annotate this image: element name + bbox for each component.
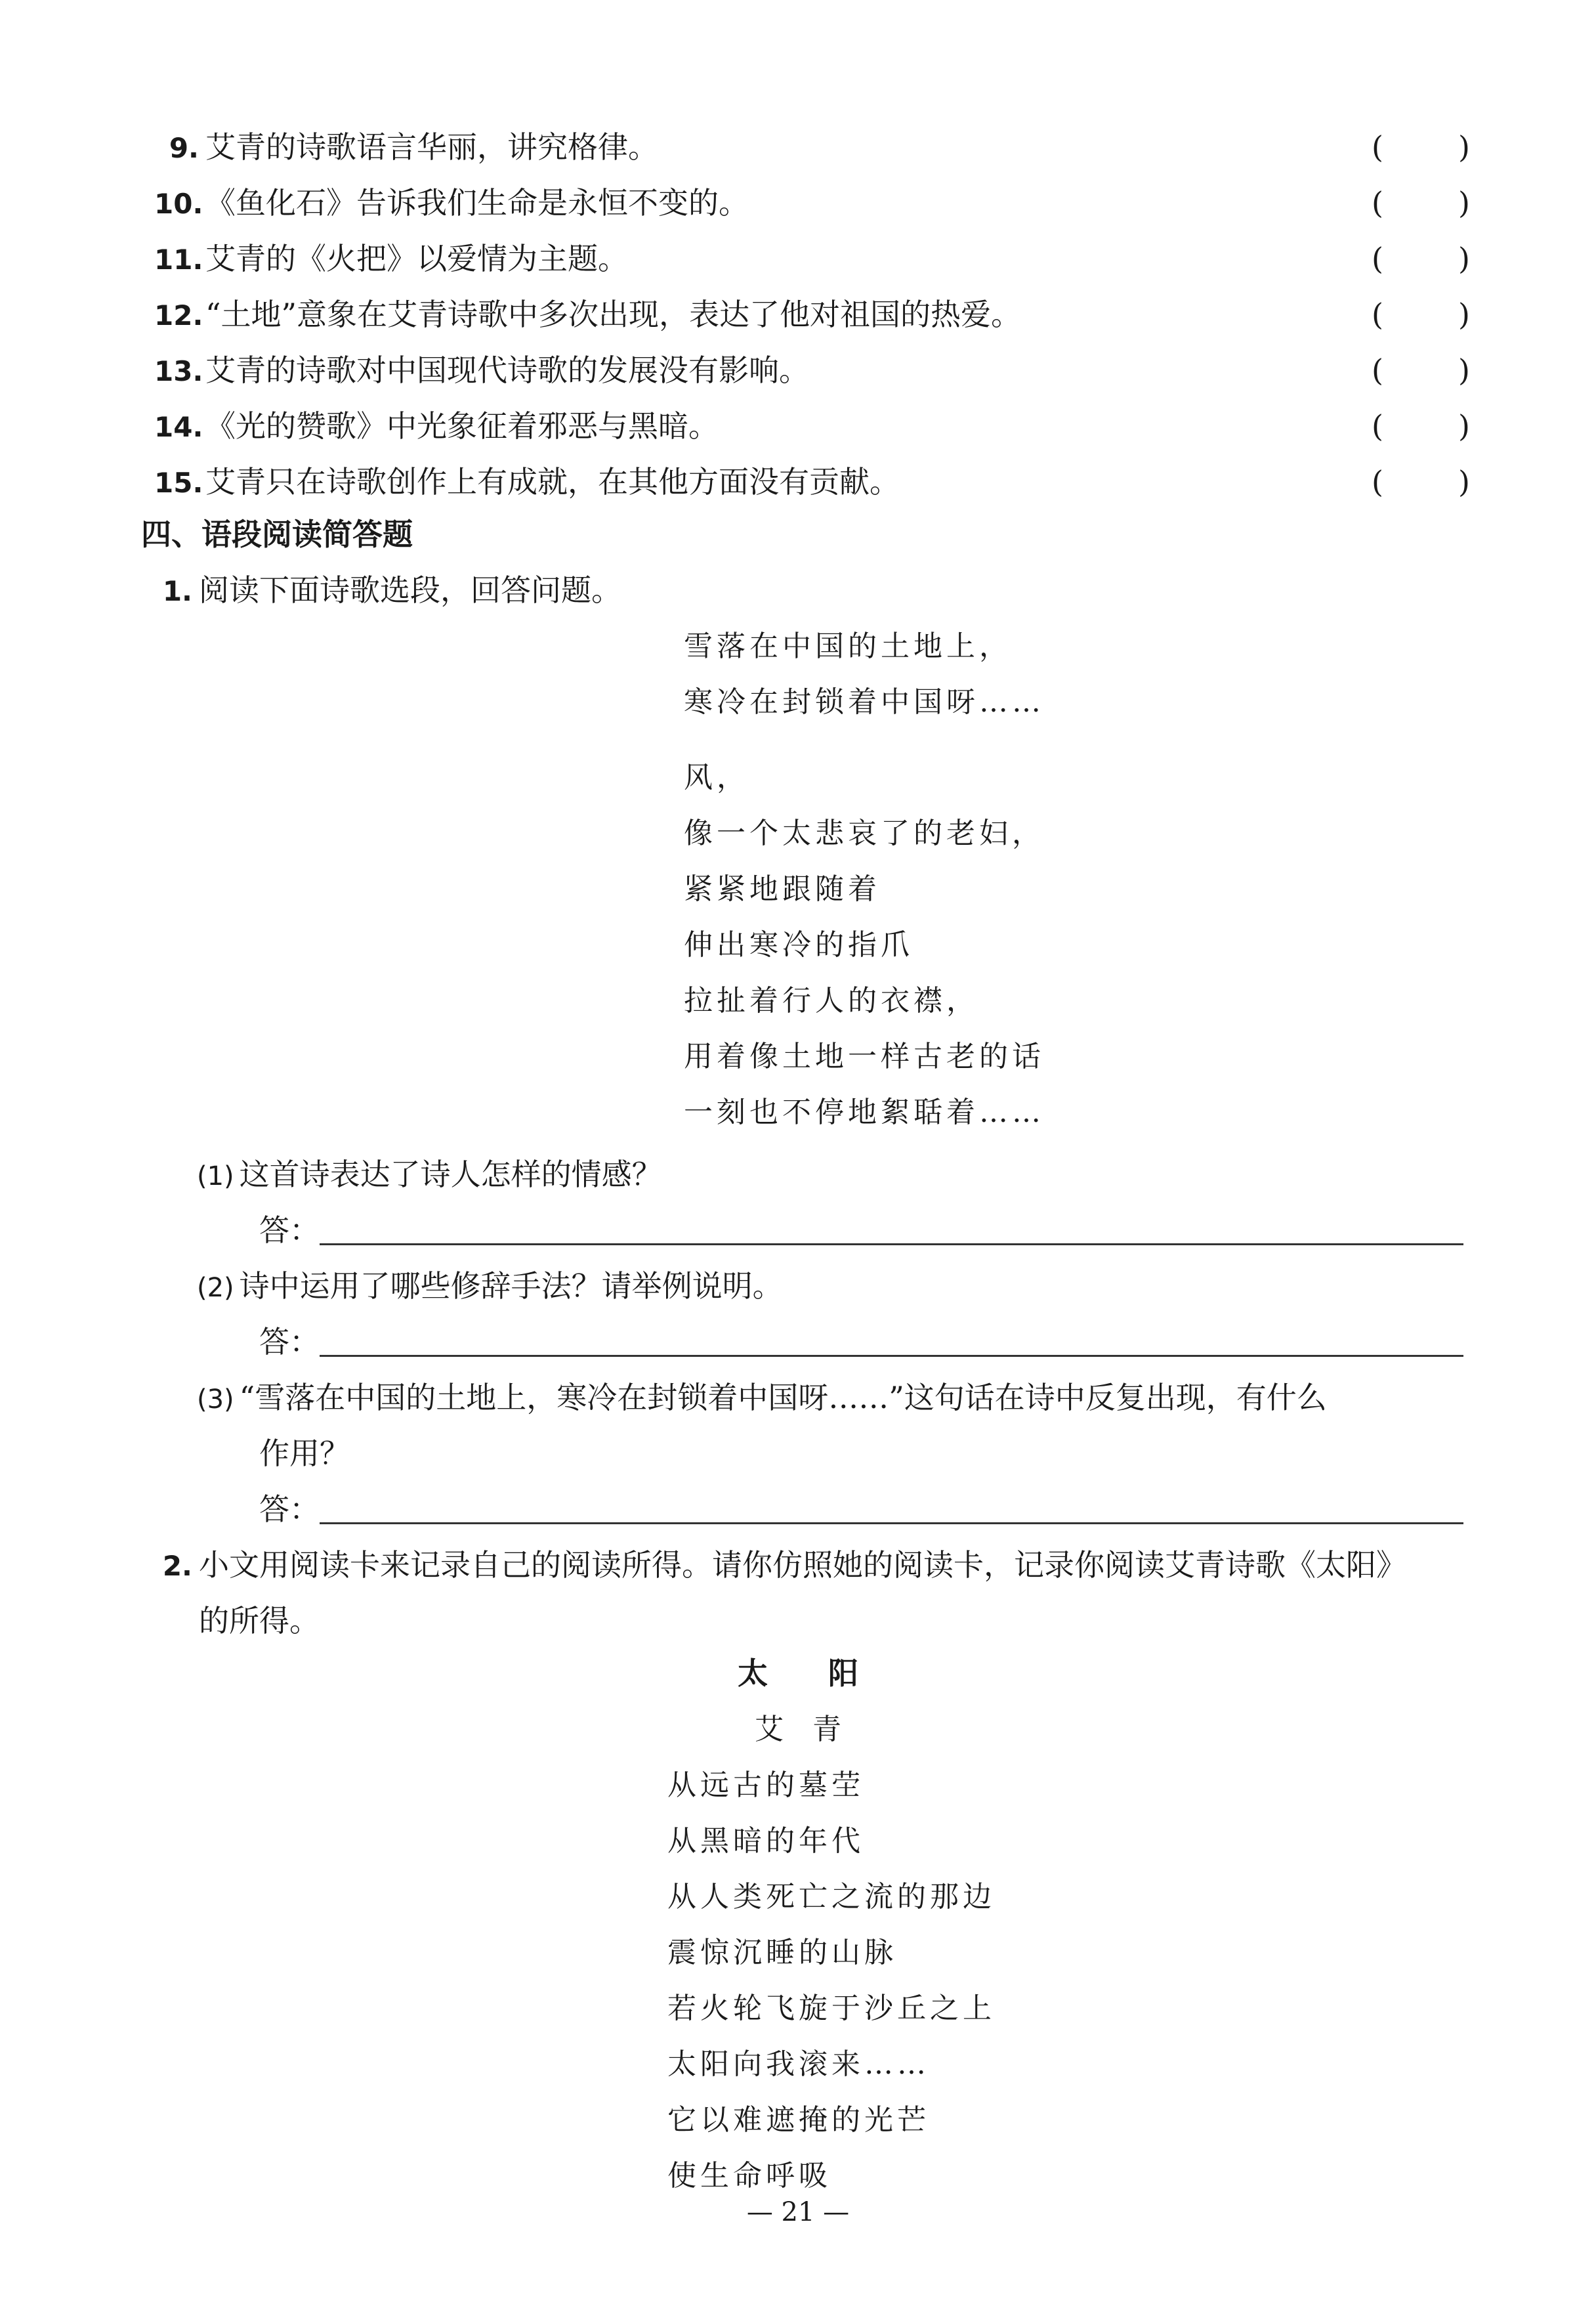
item-number: 9.	[169, 132, 199, 164]
poem-line: 紧紧地跟随着	[684, 872, 881, 906]
answer-parentheses[interactable]	[1372, 287, 1470, 343]
item-text: 艾青的《火把》以爱情为主题。	[205, 241, 628, 276]
answer-line[interactable]	[320, 1314, 1463, 1357]
sub-question-3-continued: 作用？	[259, 1436, 350, 1471]
poem-line: 伸出寒冷的指爪	[684, 928, 914, 962]
paren-close: )	[1458, 464, 1470, 500]
poem-line: 寒冷在封锁着中国呀……	[684, 685, 1045, 719]
paren-open: (	[1372, 185, 1383, 221]
answer-field-3[interactable]	[259, 1482, 1463, 1537]
poem-line: 若火轮飞旋于沙丘之上	[667, 1992, 996, 2025]
question-1-prompt	[154, 563, 621, 619]
question-number: 1.	[162, 575, 192, 607]
paren-close: )	[1458, 241, 1470, 276]
sub-question-text: 这首诗表达了诗人怎样的情感？	[239, 1157, 662, 1192]
sub-question-text: 诗中运用了哪些修辞手法？请举例说明。	[239, 1268, 783, 1304]
poem-line: 震惊沉睡的山脉	[667, 1936, 897, 1969]
poem-sun	[667, 1757, 996, 2204]
item-number: 10.	[154, 188, 203, 220]
answer-parentheses[interactable]	[1372, 398, 1470, 454]
answer-label: 答：	[259, 1491, 320, 1527]
sub-question-2	[197, 1258, 783, 1316]
tf-item-10	[154, 175, 1470, 231]
poem-line: 使生命呼吸	[667, 2159, 831, 2192]
poem-author: 艾 青	[755, 1713, 841, 1746]
paren-open: (	[1372, 353, 1383, 388]
paren-close: )	[1458, 185, 1470, 221]
item-number: 12.	[154, 299, 203, 332]
paren-close: )	[1458, 353, 1470, 388]
tf-item-11	[154, 231, 1470, 287]
poem-line: 雪落在中国的土地上，	[684, 630, 1012, 663]
answer-label: 答：	[259, 1212, 320, 1248]
question-2-prompt	[154, 1537, 1406, 1594]
paren-open: (	[1372, 129, 1383, 165]
item-text: “土地”意象在艾青诗歌中多次出现，表达了他对祖国的热爱。	[205, 297, 1022, 332]
sub-question-number: (3)	[197, 1384, 234, 1415]
tf-item-9	[154, 119, 1470, 175]
answer-field-1[interactable]	[259, 1203, 1463, 1258]
item-number: 14.	[154, 411, 203, 443]
item-number: 13.	[154, 355, 203, 387]
answer-parentheses[interactable]	[1372, 454, 1470, 510]
section-heading: 四、语段阅读简答题	[141, 517, 413, 552]
answer-label: 答：	[259, 1324, 320, 1359]
paren-open: (	[1372, 464, 1383, 500]
paren-close: )	[1458, 408, 1470, 444]
sub-question-1	[197, 1147, 662, 1205]
item-text: 《光的赞歌》中光象征着邪恶与黑暗。	[205, 408, 719, 444]
poem-line: 它以难遮掩的光芒	[667, 2103, 930, 2137]
item-text: 艾青的诗歌语言华丽，讲究格律。	[205, 129, 658, 165]
sub-question-number: (2)	[197, 1273, 234, 1303]
tf-item-13	[154, 343, 1470, 398]
sub-question-3	[197, 1370, 1327, 1428]
tf-item-14	[154, 398, 1470, 454]
paren-close: )	[1458, 129, 1470, 165]
item-text: 艾青只在诗歌创作上有成就，在其他方面没有贡献。	[205, 464, 900, 500]
answer-line[interactable]	[320, 1482, 1463, 1524]
poem-line: 太阳向我滚来……	[667, 2047, 930, 2081]
tf-item-15	[154, 454, 1470, 510]
question-text: 阅读下面诗歌选段，回答问题。	[199, 572, 621, 608]
poem-line: 拉扯着行人的衣襟，	[684, 984, 979, 1017]
paren-open: (	[1372, 408, 1383, 444]
poem-line: 从远古的墓茔	[667, 1768, 864, 1802]
answer-field-2[interactable]	[259, 1314, 1463, 1370]
answer-parentheses[interactable]	[1372, 119, 1470, 175]
poem-title: 太 阳	[738, 1656, 858, 1691]
tf-item-12	[154, 287, 1470, 343]
true-false-list	[154, 119, 1470, 510]
answer-parentheses[interactable]	[1372, 343, 1470, 398]
page-number: — 21 —	[746, 2197, 850, 2227]
question-number: 2.	[162, 1550, 192, 1582]
paren-close: )	[1458, 297, 1470, 332]
paren-open: (	[1372, 297, 1383, 332]
poem-line: 从黑暗的年代	[667, 1824, 864, 1858]
item-number: 11.	[154, 244, 203, 276]
poem-line: 用着像土地一样古老的话	[684, 1040, 1045, 1073]
answer-parentheses[interactable]	[1372, 231, 1470, 287]
sub-question-text: “雪落在中国的土地上，寒冷在封锁着中国呀……”这句话在诗中反复出现，有什么	[239, 1380, 1327, 1415]
poem-line: 风，	[684, 761, 749, 794]
sub-question-number: (1)	[197, 1161, 234, 1191]
poem-line: 从人类死亡之流的那边	[667, 1880, 996, 1914]
answer-parentheses[interactable]	[1372, 175, 1470, 231]
poem-excerpt	[684, 618, 1045, 1140]
paren-open: (	[1372, 241, 1383, 276]
question-2-prompt-continued: 的所得。	[199, 1603, 320, 1638]
item-text: 《鱼化石》告诉我们生命是永恒不变的。	[205, 185, 749, 221]
poem-line: 像一个太悲哀了的老妇，	[684, 817, 1045, 850]
item-text: 艾青的诗歌对中国现代诗歌的发展没有影响。	[205, 353, 809, 388]
question-text: 小文用阅读卡来记录自己的阅读所得。请你仿照她的阅读卡，记录你阅读艾青诗歌《太阳》	[199, 1547, 1406, 1583]
item-number: 15.	[154, 467, 203, 499]
poem-line: 一刻也不停地絮聒着……	[684, 1096, 1045, 1129]
answer-line[interactable]	[320, 1203, 1463, 1245]
